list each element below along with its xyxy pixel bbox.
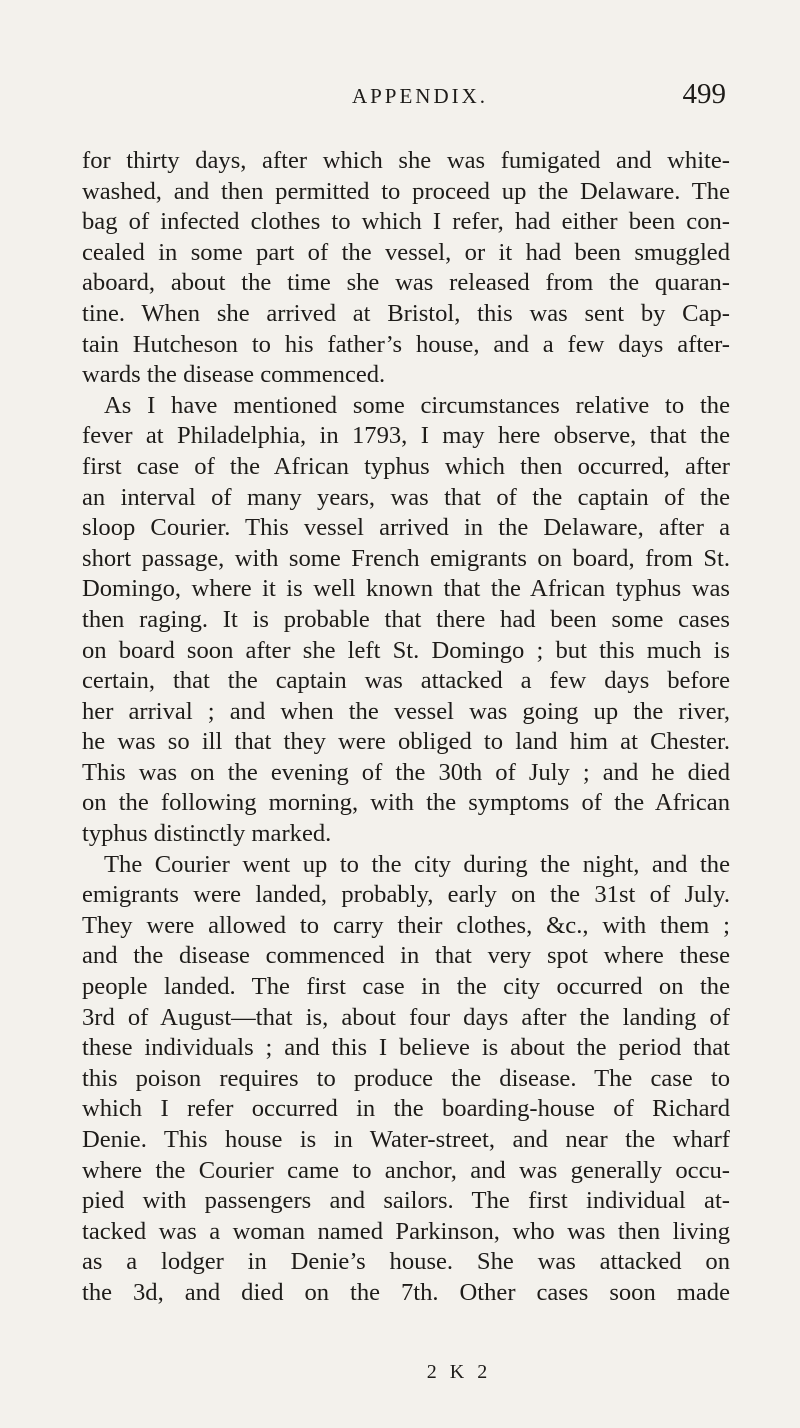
text-line: these individuals ; and this I believe is about the period that	[82, 1034, 730, 1062]
text-line: first case of the African typhus which then occurred, after	[82, 452, 730, 480]
text-line: as a lodger in Denie’s house. She was attacked on	[82, 1248, 730, 1276]
text-line: cealed in some part of the vessel, or it had been smuggled	[82, 238, 730, 266]
text-line: As I have mentioned some circumstances relative to the	[104, 391, 730, 419]
text-line: tain Hutcheson to his father’s house, and a few days after-	[82, 330, 730, 358]
text-line: the 3d, and died on the 7th. Other cases soon made	[82, 1278, 730, 1306]
text-line: washed, and then permitted to proceed up the Delaware. The	[82, 177, 730, 205]
text-line: people landed. The first case in the city occurred on the	[82, 973, 730, 1001]
text-line: emigrants were landed, probably, early on the 31st of July.	[82, 881, 730, 909]
text-line: typhus distinctly marked.	[82, 820, 332, 848]
text-line: 3rd of August—that is, about four days after the landing of	[82, 1003, 730, 1031]
text-line: an interval of many years, was that of the captain of the	[82, 483, 730, 511]
text-line: pied with passengers and sailors. The first individual at-	[82, 1187, 730, 1215]
text-line: this poison requires to produce the disease. The case to	[82, 1064, 730, 1092]
text-line: tacked was a woman named Parkinson, who was then living	[82, 1217, 730, 1245]
text-line: Domingo, where it is well known that the African typhus was	[82, 575, 730, 603]
text-line: wards the disease commenced.	[82, 361, 386, 389]
text-line: sloop Courier. This vessel arrived in the Delaware, after a	[82, 514, 730, 542]
text-line: he was so ill that they were obliged to land him at Chester.	[82, 728, 730, 756]
text-line: tine. When she arrived at Bristol, this was sent by Cap-	[82, 299, 730, 327]
text-line: certain, that the captain was attacked a few days before	[82, 667, 730, 695]
text-line: short passage, with some French emigrants on board, from St.	[82, 544, 730, 572]
text-line: This was on the evening of the 30th of July ; and he died	[82, 758, 730, 786]
body-text	[82, 146, 730, 1309]
text-line: Denie. This house is in Water-street, and near the wharf	[82, 1126, 730, 1153]
page-number: 499	[682, 78, 726, 110]
text-line: aboard, about the time she was released from the quaran-	[82, 269, 730, 297]
running-header	[0, 78, 800, 118]
text-line: for thirty days, after which she was fumigated and white-	[82, 147, 730, 174]
text-line: The Courier went up to the city during the night, and the	[104, 850, 730, 878]
text-line: fever at Philadelphia, in 1793, I may here observe, that the	[82, 422, 730, 450]
running-title: APPENDIX.	[351, 84, 489, 108]
text-line: which I refer occurred in the boarding-house of Richard	[82, 1095, 730, 1123]
text-line: and the disease commenced in that very spot where these	[82, 942, 730, 970]
text-line: then raging. It is probable that there had been some cases	[82, 605, 730, 633]
text-line: her arrival ; and when the vessel was going up the river,	[82, 697, 730, 725]
text-line: They were allowed to carry their clothes, &c., with them ;	[82, 911, 730, 939]
printer-signature-mark: 2 K 2	[426, 1361, 492, 1383]
text-line: where the Courier came to anchor, and was generally occu-	[82, 1156, 730, 1184]
text-line: bag of infected clothes to which I refer, had either been con-	[82, 208, 730, 236]
text-line: on the following morning, with the symptoms of the African	[82, 789, 730, 817]
text-line: on board soon after she left St. Domingo ; but this much is	[82, 636, 730, 664]
